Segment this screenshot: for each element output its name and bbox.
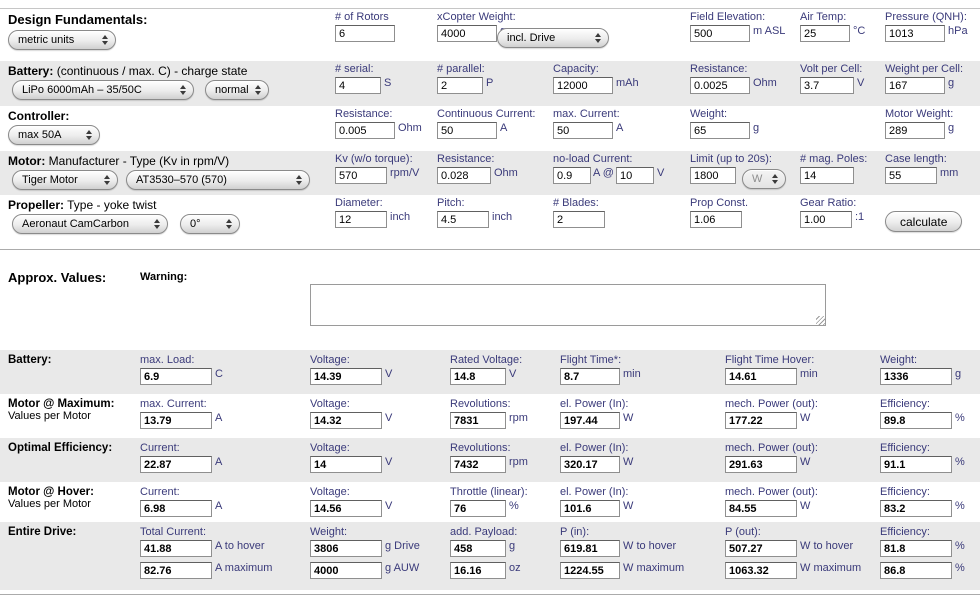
field-max-load — [140, 354, 223, 385]
field-noload-current — [553, 153, 664, 184]
design-fundamentals-title: Design Fundamentals: — [8, 12, 148, 27]
field-add-payload — [450, 526, 521, 584]
field-motor-weight — [885, 108, 954, 139]
blades-input[interactable] — [553, 211, 605, 228]
field-mag-poles — [800, 153, 867, 184]
field-mm-efficiency — [880, 398, 965, 429]
p-in-max-value[interactable] — [560, 562, 620, 579]
field-gear-ratio — [800, 197, 864, 228]
hv-efficiency-unit: % — [955, 499, 965, 512]
diameter-label: Diameter: — [335, 197, 383, 209]
flight-time-hover-value[interactable] — [725, 368, 797, 385]
rated-voltage-label: Rated Voltage: — [450, 354, 523, 366]
kv-unit: rpm/V — [390, 166, 420, 179]
results-motor-max-title: Motor @ Maximum: Values per Motor — [8, 398, 115, 422]
oe-revolutions-value[interactable] — [450, 456, 506, 473]
results-entire-title: Entire Drive: — [8, 526, 77, 538]
volt-per-cell-unit: V — [857, 76, 865, 89]
drive-efficiency-hover-value[interactable] — [880, 540, 952, 557]
drive-efficiency-label: Efficiency: — [880, 526, 930, 538]
prop-twist-select[interactable] — [180, 214, 240, 234]
oe-voltage-value[interactable] — [310, 456, 382, 473]
parallel-input[interactable] — [437, 77, 483, 94]
field-total-current — [140, 526, 272, 584]
mm-mech-power-label: mech. Power (out): — [725, 398, 818, 410]
select-arrows-icon — [255, 85, 261, 95]
mm-revolutions-unit: rpm — [509, 411, 528, 424]
field-flight-time — [560, 354, 641, 385]
flight-time-unit: min — [623, 367, 641, 380]
battery-resistance-unit: Ohm — [753, 76, 777, 89]
field-esc-max-current — [553, 108, 623, 139]
motor-type-select[interactable] — [126, 170, 310, 190]
field-mm-el-power — [560, 398, 633, 429]
mm-mech-power-unit: W — [800, 411, 811, 424]
xcopter-weight-input[interactable] — [437, 25, 497, 42]
field-hv-current — [140, 486, 222, 517]
select-arrows-icon — [296, 175, 302, 185]
select-arrows-icon — [772, 174, 778, 184]
field-oe-el-power — [560, 442, 633, 473]
flight-time-hover-label: Flight Time Hover: — [725, 354, 815, 366]
esc-weight-unit: g — [753, 121, 760, 134]
field-elevation-input[interactable] — [690, 25, 750, 42]
battery-resistance-input[interactable] — [690, 77, 750, 94]
controller-title: Controller: — [8, 109, 70, 123]
volt-per-cell-label: Volt per Cell: — [800, 63, 863, 75]
oe-el-power-value[interactable] — [560, 456, 620, 473]
field-num-rotors — [335, 11, 395, 42]
field-oe-revolutions — [450, 442, 528, 473]
capacity-unit: mAh — [616, 76, 639, 89]
field-mm-revolutions — [450, 398, 528, 429]
esc-max-current-label: max. Current: — [553, 108, 620, 120]
batt-weight-unit: g — [955, 367, 962, 380]
oe-current-value[interactable] — [140, 456, 212, 473]
mm-revolutions-label: Revolutions: — [450, 398, 511, 410]
mm-revolutions-value[interactable] — [450, 412, 506, 429]
field-elevation-label: Field Elevation: — [690, 11, 766, 23]
esc-max-current-unit: A — [616, 121, 624, 134]
select-arrows-icon — [104, 175, 110, 185]
propeller-title: Propeller: Type - yoke twist — [8, 198, 157, 212]
oe-efficiency-value[interactable] — [880, 456, 952, 473]
auw-weight-unit: g AUW — [385, 561, 420, 574]
battery-type-select[interactable] — [12, 80, 194, 100]
esc-max-current-input[interactable] — [553, 122, 613, 139]
hv-current-label: Current: — [140, 486, 180, 498]
capacity-input[interactable] — [553, 77, 613, 94]
prop-type-select-value: Aeronaut CamCarbon — [22, 218, 130, 230]
results-battery-title: Battery: — [8, 354, 52, 366]
case-length-unit: mm — [940, 166, 959, 179]
results-optimal-title: Optimal Efficiency: — [8, 442, 113, 454]
pitch-unit: inch — [492, 210, 513, 223]
hv-efficiency-label: Efficiency: — [880, 486, 930, 498]
field-hv-efficiency — [880, 486, 965, 517]
field-field-elevation — [690, 11, 785, 42]
mag-poles-label: # mag. Poles: — [800, 153, 868, 165]
field-blades — [553, 197, 605, 228]
mm-voltage-label: Voltage: — [310, 398, 350, 410]
parallel-label: # parallel: — [437, 63, 485, 75]
row-propeller — [0, 195, 980, 243]
select-arrows-icon — [86, 130, 92, 140]
hover-subtitle: Values per Motor — [8, 498, 91, 510]
p-out-hover-unit: W to hover — [800, 539, 854, 552]
diameter-input[interactable] — [335, 211, 387, 228]
motor-resistance-unit: Ohm — [494, 166, 518, 179]
field-p-in — [560, 526, 684, 584]
motor-weight-input[interactable] — [885, 122, 945, 139]
oe-el-power-unit: W — [623, 455, 634, 468]
rated-voltage-unit: V — [509, 367, 517, 380]
noload-voltage-input[interactable] — [616, 167, 654, 184]
field-batt-weight — [880, 354, 961, 385]
motor-title: Motor: Manufacturer - Type (Kv in rpm/V) — [8, 154, 230, 168]
motor-max-subtitle: Values per Motor — [8, 410, 91, 422]
field-esc-cont-current — [437, 108, 535, 139]
field-oe-efficiency — [880, 442, 965, 473]
total-current-hover-value[interactable] — [140, 540, 212, 557]
charge-state-select-value: normal — [215, 84, 249, 96]
mm-el-power-unit: W — [623, 411, 634, 424]
serial-input[interactable] — [335, 77, 381, 94]
hv-mech-power-label: mech. Power (out): — [725, 486, 818, 498]
charge-state-select[interactable] — [205, 80, 269, 100]
results-hover-title: Motor @ Hover: Values per Motor — [8, 486, 94, 510]
field-battery-resistance — [690, 63, 777, 94]
field-serial — [335, 63, 391, 94]
field-weight-per-cell — [885, 63, 963, 94]
field-drive-weight — [310, 526, 420, 584]
mm-efficiency-label: Efficiency: — [880, 398, 930, 410]
esc-resistance-input[interactable] — [335, 122, 395, 139]
batt-weight-value[interactable] — [880, 368, 952, 385]
p-out-label: P (out): — [725, 526, 761, 538]
approx-values-heading: Approx. Values: — [8, 270, 107, 285]
oe-mech-power-value[interactable] — [725, 456, 797, 473]
gear-ratio-label: Gear Ratio: — [800, 197, 857, 209]
add-payload-g-unit: g — [509, 539, 516, 552]
row-battery — [0, 61, 980, 106]
noload-current-input[interactable] — [553, 167, 591, 184]
num-rotors-input[interactable] — [335, 25, 395, 42]
auw-weight-value[interactable] — [310, 562, 382, 579]
weight-mode-select[interactable] — [497, 28, 609, 48]
weight-per-cell-unit: g — [948, 76, 955, 89]
hv-mech-power-value[interactable] — [725, 500, 797, 517]
oe-revolutions-unit: rpm — [509, 455, 528, 468]
batt-voltage-label: Voltage: — [310, 354, 350, 366]
field-hv-mech-power — [725, 486, 818, 517]
row-results-optimal — [0, 438, 980, 482]
limit-unit-select-value: W — [752, 173, 763, 185]
max-load-label: max. Load: — [140, 354, 195, 366]
mm-el-power-value[interactable] — [560, 412, 620, 429]
hv-el-power-value[interactable] — [560, 500, 620, 517]
oe-current-label: Current: — [140, 442, 180, 454]
add-payload-label: add. Payload: — [450, 526, 518, 538]
field-motor-resistance — [437, 153, 518, 184]
max-load-unit: C — [215, 367, 223, 380]
mm-mech-power-value[interactable] — [725, 412, 797, 429]
field-case-length — [885, 153, 958, 184]
field-parallel — [437, 63, 493, 94]
select-arrows-icon — [102, 35, 108, 45]
motor-resistance-label: Resistance: — [437, 153, 495, 165]
field-pressure — [885, 11, 968, 42]
controller-select-value: max 50A — [18, 129, 62, 141]
row-motor — [0, 151, 980, 195]
hv-current-unit: A — [215, 499, 223, 512]
kv-input[interactable] — [335, 167, 387, 184]
field-oe-voltage — [310, 442, 392, 473]
field-drive-efficiency — [880, 526, 965, 584]
num-rotors-label: # of Rotors — [335, 11, 389, 23]
esc-cont-current-label: Continuous Current: — [437, 108, 536, 120]
limit-label: Limit (up to 20s): — [690, 153, 772, 165]
field-flight-time-hover — [725, 354, 818, 385]
motor-brand-select-value: Tiger Motor — [22, 174, 78, 186]
field-diameter — [335, 197, 410, 228]
mm-current-label: max. Current: — [140, 398, 207, 410]
serial-label: # serial: — [335, 63, 374, 75]
select-arrows-icon — [154, 219, 160, 229]
serial-unit: S — [384, 76, 392, 89]
bottom-divider — [0, 594, 980, 595]
select-arrows-icon — [595, 33, 601, 43]
resize-grip-icon[interactable] — [816, 316, 825, 325]
add-payload-oz-value[interactable] — [450, 562, 506, 579]
oe-mech-power-unit: W — [800, 455, 811, 468]
field-esc-weight — [690, 108, 759, 139]
row-results-battery — [0, 350, 980, 394]
oe-el-power-label: el. Power (In): — [560, 442, 629, 454]
add-payload-g-value[interactable] — [450, 540, 506, 557]
units-select[interactable] — [8, 30, 116, 50]
esc-cont-current-unit: A — [500, 121, 508, 134]
row-controller — [0, 106, 980, 151]
prop-const-input[interactable] — [690, 211, 742, 228]
esc-resistance-unit: Ohm — [398, 121, 422, 134]
results-header — [0, 250, 980, 350]
field-prop-const — [690, 197, 748, 228]
pitch-label: Pitch: — [437, 197, 465, 209]
field-elevation-unit: m ASL — [753, 24, 786, 37]
volt-per-cell-input[interactable] — [800, 77, 854, 94]
field-capacity — [553, 63, 639, 94]
noload-voltage-unit: V — [656, 166, 665, 179]
row-design-fundamentals — [0, 9, 980, 61]
pressure-input[interactable] — [885, 25, 945, 42]
case-length-input[interactable] — [885, 167, 937, 184]
select-arrows-icon — [180, 85, 186, 95]
hv-voltage-label: Voltage: — [310, 486, 350, 498]
controller-select[interactable] — [8, 125, 100, 145]
hv-el-power-label: el. Power (In): — [560, 486, 629, 498]
limit-input[interactable] — [690, 167, 736, 184]
field-mm-current — [140, 398, 222, 429]
field-pitch — [437, 197, 512, 228]
motor-brand-select[interactable] — [12, 170, 118, 190]
mag-poles-input[interactable] — [800, 167, 854, 184]
total-current-hover-unit: A to hover — [215, 539, 265, 552]
warning-label: Warning: — [140, 271, 188, 283]
hv-voltage-unit: V — [385, 499, 393, 512]
oe-revolutions-label: Revolutions: — [450, 442, 511, 454]
hv-throttle-label: Throttle (linear): — [450, 486, 528, 498]
field-hv-throttle — [450, 486, 528, 517]
total-current-max-value[interactable] — [140, 562, 212, 579]
oe-efficiency-label: Efficiency: — [880, 442, 930, 454]
field-mm-mech-power — [725, 398, 818, 429]
field-hv-voltage — [310, 486, 392, 517]
flight-time-value[interactable] — [560, 368, 620, 385]
case-length-label: Case length: — [885, 153, 947, 165]
drive-efficiency-hover-unit: % — [955, 539, 965, 552]
mm-voltage-unit: V — [385, 411, 393, 424]
total-current-label: Total Current: — [140, 526, 207, 538]
row-results-motor-max — [0, 394, 980, 438]
blades-label: # Blades: — [553, 197, 599, 209]
total-current-max-unit: A maximum — [215, 561, 273, 574]
field-mm-voltage — [310, 398, 392, 429]
field-oe-current — [140, 442, 222, 473]
hv-current-value[interactable] — [140, 500, 212, 517]
pitch-input[interactable] — [437, 211, 489, 228]
oe-voltage-label: Voltage: — [310, 442, 350, 454]
kv-label: Kv (w/o torque): — [335, 153, 413, 165]
battery-title: Battery: (continuous / max. C) - charge state — [8, 64, 248, 78]
mm-current-value[interactable] — [140, 412, 212, 429]
weight-per-cell-label: Weight per Cell: — [885, 63, 964, 75]
battery-type-select-value: LiPo 6000mAh – 35/50C — [22, 84, 142, 96]
motor-weight-unit: g — [948, 121, 955, 134]
capacity-label: Capacity: — [553, 63, 599, 75]
select-arrows-icon — [226, 219, 232, 229]
hv-throttle-unit: % — [509, 499, 519, 512]
field-esc-resistance — [335, 108, 422, 139]
mm-current-unit: A — [215, 411, 223, 424]
p-out-max-value[interactable] — [725, 562, 797, 579]
add-payload-oz-unit: oz — [509, 561, 521, 574]
drive-weight-label: Weight: — [310, 526, 348, 538]
units-select-value: metric units — [18, 34, 75, 46]
limit-unit-select[interactable] — [742, 169, 786, 189]
field-hv-el-power — [560, 486, 633, 517]
noload-current-label: no-load Current: — [553, 153, 633, 165]
prop-twist-select-value: 0° — [190, 218, 201, 230]
motor-resistance-input[interactable] — [437, 167, 491, 184]
gear-ratio-unit: :1 — [855, 210, 865, 223]
esc-cont-current-input[interactable] — [437, 122, 497, 139]
oe-mech-power-label: mech. Power (out): — [725, 442, 818, 454]
battery-resistance-label: Resistance: — [690, 63, 748, 75]
xcopter-weight-label: xCopter Weight: — [437, 11, 516, 23]
field-rated-voltage — [450, 354, 522, 385]
hv-el-power-unit: W — [623, 499, 634, 512]
mm-efficiency-unit: % — [955, 411, 965, 424]
mm-efficiency-value[interactable] — [880, 412, 952, 429]
batt-voltage-unit: V — [385, 367, 393, 380]
esc-weight-label: Weight: — [690, 108, 728, 120]
parallel-unit: P — [486, 76, 494, 89]
esc-weight-input[interactable] — [690, 122, 750, 139]
oe-voltage-unit: V — [385, 455, 393, 468]
p-in-hover-unit: W to hover — [623, 539, 677, 552]
weight-per-cell-input[interactable] — [885, 77, 945, 94]
p-out-hover-value[interactable] — [725, 540, 797, 557]
esc-resistance-label: Resistance: — [335, 108, 393, 120]
flight-time-label: Flight Time*: — [560, 354, 622, 366]
row-results-entire-drive — [0, 522, 980, 590]
air-temp-label: Air Temp: — [800, 11, 847, 23]
air-temp-unit: °C — [853, 24, 866, 37]
warning-textarea[interactable] — [310, 284, 826, 326]
calculate-button[interactable]: calculate — [885, 211, 962, 232]
drive-weight-unit: g Drive — [385, 539, 420, 552]
hv-voltage-value[interactable] — [310, 500, 382, 517]
batt-voltage-value[interactable] — [310, 368, 382, 385]
oe-efficiency-unit: % — [955, 455, 965, 468]
prop-type-select[interactable] — [12, 214, 168, 234]
max-load-value[interactable] — [140, 368, 212, 385]
mm-el-power-label: el. Power (In): — [560, 398, 629, 410]
drive-efficiency-max-unit: % — [955, 561, 965, 574]
rated-voltage-value[interactable] — [450, 368, 506, 385]
drive-weight-value[interactable] — [310, 540, 382, 557]
batt-weight-label: Weight: — [880, 354, 918, 366]
field-volt-per-cell — [800, 63, 864, 94]
p-in-label: P (in): — [560, 526, 590, 538]
field-oe-mech-power — [725, 442, 818, 473]
mm-voltage-value[interactable] — [310, 412, 382, 429]
gear-ratio-input[interactable] — [800, 211, 852, 228]
pressure-unit: hPa — [948, 24, 968, 37]
noload-at-label: A @ — [593, 166, 614, 179]
row-results-hover — [0, 482, 980, 522]
hv-mech-power-unit: W — [800, 499, 811, 512]
p-out-max-unit: W maximum — [800, 561, 862, 574]
motor-weight-label: Motor Weight: — [885, 108, 954, 120]
motor-type-select-value: AT3530–570 (570) — [136, 174, 227, 186]
drive-efficiency-max-value[interactable] — [880, 562, 952, 579]
p-in-hover-value[interactable] — [560, 540, 620, 557]
field-p-out — [725, 526, 861, 584]
prop-const-label: Prop Const. — [690, 197, 749, 209]
field-air-temp — [800, 11, 865, 42]
hv-throttle-value[interactable] — [450, 500, 506, 517]
hv-efficiency-value[interactable] — [880, 500, 952, 517]
air-temp-input[interactable] — [800, 25, 850, 42]
pressure-label: Pressure (QNH): — [885, 11, 967, 23]
p-in-max-unit: W maximum — [623, 561, 685, 574]
oe-current-unit: A — [215, 455, 223, 468]
diameter-unit: inch — [390, 210, 411, 223]
field-kv — [335, 153, 419, 184]
flight-time-hover-unit: min — [800, 367, 818, 380]
field-batt-voltage — [310, 354, 392, 385]
weight-mode-select-value: incl. Drive — [507, 32, 556, 44]
